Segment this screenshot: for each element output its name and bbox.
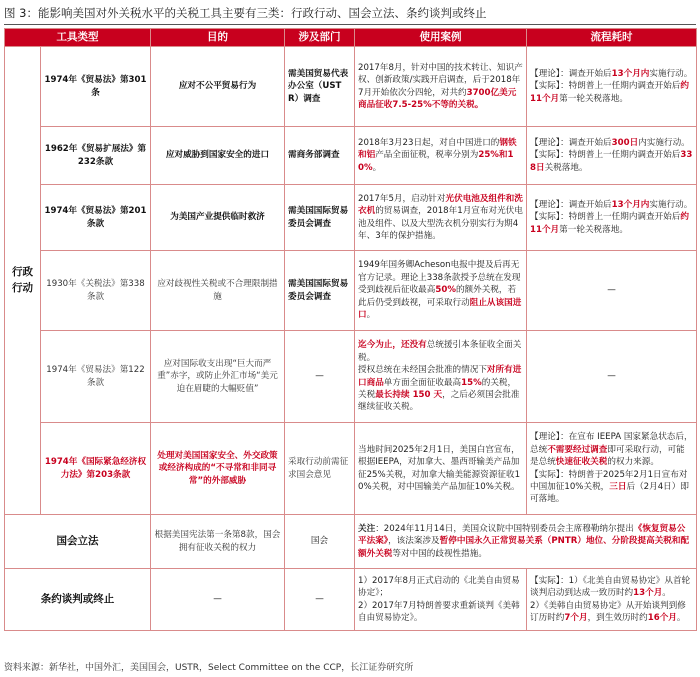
department-cell: 需美国国际贸易委员会调查 [285, 251, 355, 331]
empty-dash: — [285, 569, 355, 631]
category-congress: 国会立法 [5, 515, 151, 569]
purpose-cell: 为美国产业提供临时救济 [151, 185, 285, 251]
department-cell: 需美国国际贸易委员会调查 [285, 185, 355, 251]
empty-dash: — [527, 251, 697, 331]
department-cell: 需商务部调查 [285, 127, 355, 185]
table-row [5, 569, 697, 631]
use-case-cell: 1949年国务卿Acheson电报中提及后再无官方记录。理论上338条款授予总统在发现受到歧视后征收最高50%的额外关税，若此后仍受到歧视，可采取行动阻止从该国进口。 [355, 251, 527, 331]
category-treaty: 条约谈判或终止 [5, 569, 151, 631]
header-tool-type: 工具类型 [5, 29, 151, 47]
table-row [5, 423, 697, 515]
process-time-cell: 【实际】：1）《北美自由贸易协定》从首轮谈判启动到达成一致历时约13个月。 2）《美韩自由贸易协定》从开始谈判到修订历时约7个月，到生效历时约16个月。 [527, 569, 697, 631]
header-use-case: 使用案例 [355, 29, 527, 47]
process-time-cell: 【理论】：在宣布 IEEPA 国家紧急状态后，总统不需要经过调查即可采取行动，可能是总统快速征收关税的权力来源。 【实际】：特朗普于2025年2月1日宣布对中国加征10%关税，三日后（2月4日）即可落地。 [527, 423, 697, 515]
header-process-time: 流程耗时 [527, 29, 697, 47]
purpose-cell: 处理对美国国家安全、外交政策或经济构成的“不寻常和非同寻常”的外部威胁 [151, 423, 285, 515]
department-cell: 国会 [285, 515, 355, 569]
process-time-cell: 【理论】：调查开始后300日内实施行动。 【实际】：特朗普上一任期内调查开始后338日关税落地。 [527, 127, 697, 185]
empty-dash: — [151, 569, 285, 631]
caption-divider [4, 24, 696, 25]
purpose-cell: 应对国际收支出现“巨大而严重”赤字，或防止外汇市场“美元迫在眉睫的大幅贬值” [151, 331, 285, 423]
table-row [5, 515, 697, 569]
process-time-cell: 【理论】：调查开始后13个月内实施行动。 【实际】：特朗普上一任期内调查开始后约11个月第一轮关税落地。 [527, 185, 697, 251]
use-case-cell: 迄今为止，还没有总统援引本条征收全面关税。 授权总统在未经国会批准的情况下对所有进口商品单方面全面征收最高15%的关税，关税最长持续 150 天，之后必须国会批准继续征收关税。 [355, 331, 527, 423]
use-case-cell: 2017年8月，针对中国的技术转让、知识产权、创新政策/实践开启调查，后于2018年7月开始依次分四轮，对共约3700亿美元商品征收7.5-25%不等的关税。 [355, 47, 527, 127]
table-row [5, 331, 697, 423]
use-case-cell: 关注：2024年11月14日，美国众议院中国特别委员会主席穆勒纳尔提出《恢复贸易公平法案》，该法案涉及暂停中国永久正常贸易关系（PNTR）地位、分阶段提高关税和配额外关税等对中国的歧视性措施。 [355, 515, 697, 569]
figure-caption: 图 3：能影响美国对外关税水平的关税工具主要有三类：行政行动、国会立法、条约谈判或终止 [4, 6, 487, 20]
use-case-cell: 1）2017年8月正式启动的《北美自由贸易协定》； 2）2017年7月特朗普要求重新谈判《美韩自由贸易协定》。 [355, 569, 527, 631]
purpose-cell: 根据美国宪法第一条第8款，国会拥有征收关税的权力 [151, 515, 285, 569]
purpose-cell: 应对不公平贸易行为 [151, 47, 285, 127]
table-row [5, 185, 697, 251]
category-admin: 行政行动 [5, 47, 41, 515]
source-note: 资料来源：新华社，中国外汇，美国国会，USTR，Select Committee on the CCP，长江证券研究所 [4, 663, 414, 673]
header-purpose: 目的 [151, 29, 285, 47]
header-row [5, 29, 697, 47]
tool-cell: 1962年《贸易扩展法》第232条款 [41, 127, 151, 185]
tool-cell: 1974年《贸易法》第122条款 [41, 331, 151, 423]
use-case-cell: 2018年3月23日起，对自中国进口的钢铁和铝产品全面征税，税率分别为25%和10%。 [355, 127, 527, 185]
table-row [5, 251, 697, 331]
department-cell: 采取行动前需征求国会意见 [285, 423, 355, 515]
tool-cell: 1974年《贸易法》第201条款 [41, 185, 151, 251]
table-row [5, 47, 697, 127]
header-department: 涉及部门 [285, 29, 355, 47]
empty-dash: — [285, 331, 355, 423]
empty-dash: — [527, 331, 697, 423]
department-cell: 需美国贸易代表办公室（USTR）调查 [285, 47, 355, 127]
use-case-cell: 2017年5月，启动针对光伏电池及组件和洗衣机的贸易调查，2018年1月宣布对光伏电池及组件、以及大型洗衣机分别实行为期4年、3年的保护措施。 [355, 185, 527, 251]
purpose-cell: 应对威胁到国家安全的进口 [151, 127, 285, 185]
tariff-tools-table [4, 28, 697, 631]
tool-cell: 1974年《国际紧急经济权力法》第203条款 [41, 423, 151, 515]
process-time-cell: 【理论】：调查开始后13个月内实施行动。 【实际】：特朗普上一任期内调查开始后约11个月第一轮关税落地。 [527, 47, 697, 127]
tool-cell: 1930年《关税法》第338条款 [41, 251, 151, 331]
use-case-cell: 当地时间2025年2月1日，美国白宫宣布，根据IEEPA，对加拿大、墨西哥输美产品加征25%关税，对加拿大输美能源资源征收10%关税，对中国输美产品加征10%关税。 [355, 423, 527, 515]
purpose-cell: 应对歧视性关税或不合理限制措施 [151, 251, 285, 331]
table-row [5, 127, 697, 185]
tool-cell: 1974年《贸易法》第301条 [41, 47, 151, 127]
